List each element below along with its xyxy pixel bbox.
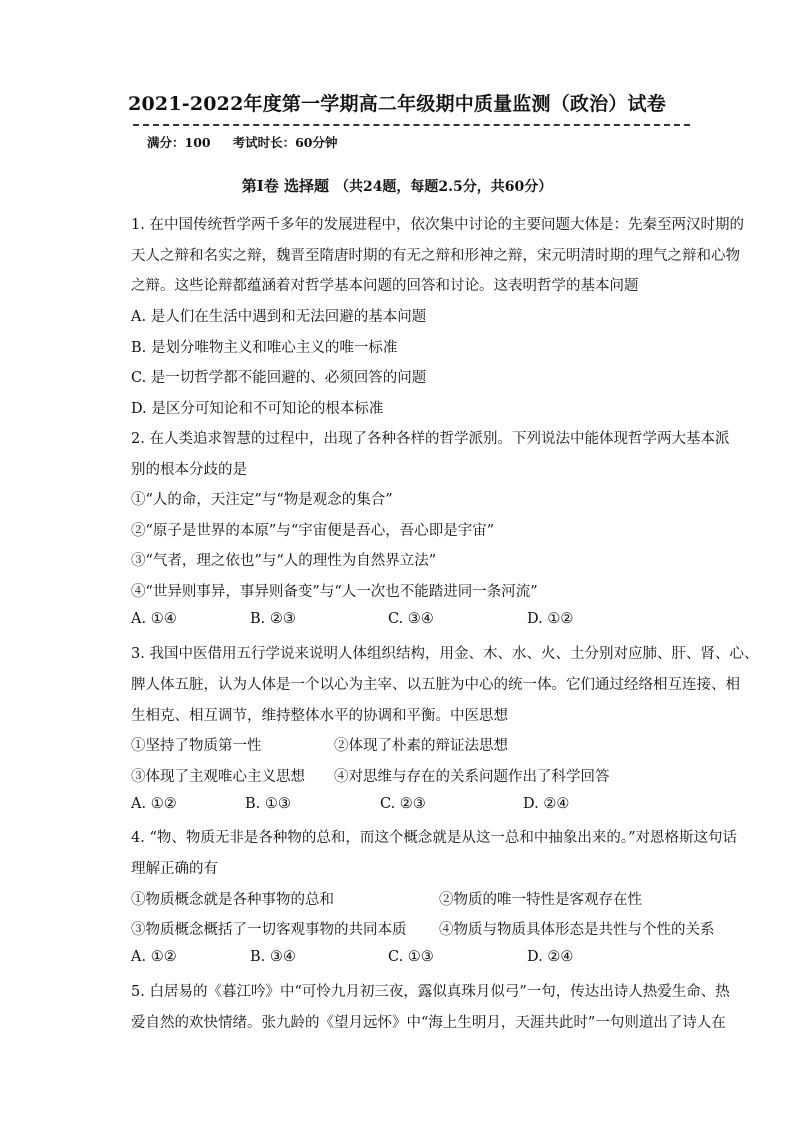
q1-stem-line: 1. 在中国传统哲学两千多年的发展进程中，依次集中讨论的主要问题大体是：先秦至两汉时期的 <box>131 217 744 233</box>
q3-option-d: D. ②④ <box>523 796 570 812</box>
q3-stem-line: 3. 我国中医借用五行学说来说明人体组织结构，用金、木、水、火、土分别对应肺、肝、肾、心、 <box>131 646 759 662</box>
q4-option-b: B. ③④ <box>250 949 296 965</box>
section-note: （共24题，每题2.5分，共60分） <box>334 179 553 195</box>
q4-stem-line: 4. “物、物质无非是各种物的总和，而这个概念就是从这一总和中抽象出来的。”对恩格斯这句话 <box>131 830 738 846</box>
page-title: 2021-2022年度第一学期高二年级期中质量监测（政治）试卷 <box>128 93 666 115</box>
q4-item: ③物质概念概括了一切客观事物的共同本质 <box>131 922 407 938</box>
q1-option-b: B. 是划分唯物主义和唯心主义的唯一标准 <box>131 340 398 356</box>
q1-option-c: C. 是一切哲学都不能回避的、必须回答的问题 <box>131 370 427 386</box>
q3-stem-line: 脾人体五脏，认为人体是一个以心为主宰、以五脏为中心的统一体。它们通过经络相互连接、相 <box>131 677 740 693</box>
q2-option-b: B. ②③ <box>250 611 296 627</box>
q2-item: ③“气者，理之依也”与“人的理性为自然界立法” <box>131 553 437 569</box>
q3-option-b: B. ①③ <box>245 796 291 812</box>
exam-duration: 考试时长：60分钟 <box>232 135 338 150</box>
q2-option-c: C. ③④ <box>388 611 434 627</box>
q3-option-a: A. ①② <box>131 796 177 812</box>
full-score: 满分：100 <box>147 135 211 150</box>
q4-option-c: C. ①③ <box>388 949 434 965</box>
q2-stem-line: 2. 在人类追求智慧的过程中，出现了各种各样的哲学派别。下列说法中能体现哲学两大基本派 <box>131 431 730 447</box>
q2-item: ②“原子是世界的本原”与“宇宙便是吾心，吾心即是宇宙” <box>131 523 495 539</box>
q4-item: ①物质概念就是各种事物的总和 <box>131 892 334 908</box>
q5-stem-line: 爱自然的欢快情绪。张九龄的《望月远怀》中“海上生明月，天涯共此时”一句则道出了诗人在 <box>131 1015 726 1031</box>
q2-item: ①“人的命，天注定”与“物是观念的集合” <box>131 492 393 508</box>
q4-item: ②物质的唯一特性是客观存在性 <box>439 892 642 908</box>
q3-item: ③体现了主观唯心主义思想 <box>131 769 305 785</box>
q3-item: ④对思维与存在的关系问题作出了科学回答 <box>334 769 610 785</box>
q4-option-a: A. ①② <box>131 949 177 965</box>
q2-item: ④“世异则事异，事异则备变”与“人一次也不能踏进同一条河流” <box>131 584 538 600</box>
q3-stem-line: 生相克、相互调节，维持整体水平的协调和平衡。中医思想 <box>131 708 508 724</box>
q2-option-d: D. ①② <box>527 611 574 627</box>
q3-item: ②体现了朴素的辩证法思想 <box>334 738 508 754</box>
q3-item: ①坚持了物质第一性 <box>131 738 262 754</box>
q4-item: ④物质与物质具体形态是共性与个性的关系 <box>439 922 715 938</box>
q4-stem-line: 理解正确的有 <box>131 861 218 877</box>
section-title: 第Ⅰ卷 选择题 <box>241 177 329 195</box>
q4-option-d: D. ②④ <box>527 949 574 965</box>
q1-option-a: A. 是人们在生活中遇到和无法回避的基本问题 <box>131 309 427 325</box>
q1-option-d: D. 是区分可知论和不可知论的根本标准 <box>131 401 384 417</box>
q5-stem-line: 5. 白居易的《暮江吟》中“可怜九月初三夜，露似真珠月似弓”一句，传达出诗人热爱生命、热 <box>131 984 730 1000</box>
q2-option-a: A. ①④ <box>131 611 177 627</box>
q1-stem-line: 之辩。这些论辩都蕴涵着对哲学基本问题的回答和讨论。这表明哲学的基本问题 <box>131 278 639 294</box>
title-divider <box>133 124 690 126</box>
q1-stem-line: 天人之辩和名实之辩，魏晋至隋唐时期的有无之辩和形神之辩，宋元明清时期的理气之辩和心物 <box>131 248 740 264</box>
exam-meta <box>147 133 338 151</box>
section-heading <box>0 175 794 196</box>
q2-stem-line: 别的根本分歧的是 <box>131 462 247 478</box>
q3-option-c: C. ②③ <box>380 796 426 812</box>
